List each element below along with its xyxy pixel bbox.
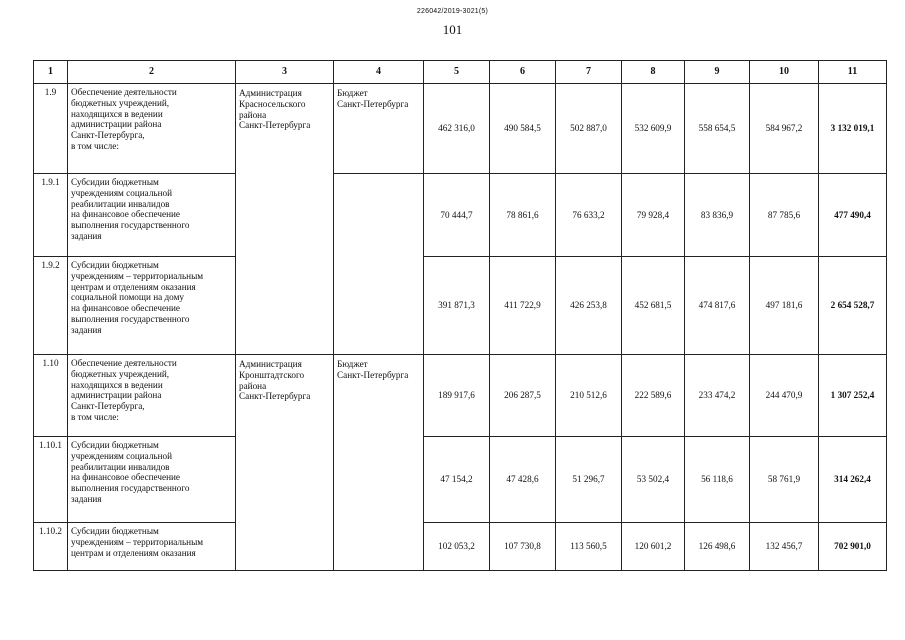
value-cell: 51 296,7: [556, 437, 622, 523]
column-header: 9: [685, 61, 750, 84]
value-cell: 244 470,9: [750, 355, 819, 437]
value-cell: 474 817,6: [685, 257, 750, 355]
value-cell: 189 917,6: [424, 355, 490, 437]
table-row: [34, 437, 887, 523]
funding-source-cell: [334, 174, 424, 355]
value-cell: 233 474,2: [685, 355, 750, 437]
table-row: [34, 174, 887, 257]
value-cell: 452 681,5: [622, 257, 685, 355]
row-name: Обеспечение деятельности бюджетных учреждений, находящихся в ведении администрации района Санкт-Петербурга, в том числе:: [68, 84, 236, 174]
value-cell: 132 456,7: [750, 523, 819, 571]
row-code: 1.10: [34, 355, 68, 437]
value-cell: 426 253,8: [556, 257, 622, 355]
column-header: 10: [750, 61, 819, 84]
value-cell: 83 836,9: [685, 174, 750, 257]
value-cell: 53 502,4: [622, 437, 685, 523]
row-name: Субсидии бюджетным учреждениям социальной реабилитации инвалидов на финансовое обеспечение выполнения государственного задания: [68, 174, 236, 257]
value-cell: 462 316,0: [424, 84, 490, 174]
value-cell: 126 498,6: [685, 523, 750, 571]
value-cell: 47 428,6: [490, 437, 556, 523]
funding-source-cell: Бюджет Санкт-Петербурга: [334, 355, 424, 571]
column-header: 8: [622, 61, 685, 84]
value-cell: 558 654,5: [685, 84, 750, 174]
value-cell: 47 154,2: [424, 437, 490, 523]
funding-source-cell: Бюджет Санкт-Петербурга: [334, 84, 424, 174]
page-number: 101: [442, 22, 463, 37]
total-cell: 314 262,4: [819, 437, 887, 523]
value-cell: 502 887,0: [556, 84, 622, 174]
document-id: 226042/2019-3021(5): [416, 8, 489, 15]
value-cell: 210 512,6: [556, 355, 622, 437]
value-cell: 58 761,9: [750, 437, 819, 523]
row-code: 1.9.1: [34, 174, 68, 257]
value-cell: 120 601,2: [622, 523, 685, 571]
table-row: [34, 84, 887, 174]
row-code: 1.10.2: [34, 523, 68, 571]
total-cell: 3 132 019,1: [819, 84, 887, 174]
value-cell: 56 118,6: [685, 437, 750, 523]
value-cell: 87 785,6: [750, 174, 819, 257]
row-name: Обеспечение деятельности бюджетных учреждений, находящихся в ведении администрации района Санкт-Петербурга, в том числе:: [68, 355, 236, 437]
value-cell: 113 560,5: [556, 523, 622, 571]
executor-cell: Администрация Красносельского района Санкт-Петербурга: [236, 84, 334, 355]
row-name: Субсидии бюджетным учреждениям – территориальным центрам и отделениям оказания социальной помощи на дому на финансовое обеспечение выполнения государственного задания: [68, 257, 236, 355]
value-cell: 102 053,2: [424, 523, 490, 571]
table-row: [34, 523, 887, 571]
value-cell: 79 928,4: [622, 174, 685, 257]
table-row: [34, 355, 887, 437]
value-cell: 532 609,9: [622, 84, 685, 174]
column-header: 5: [424, 61, 490, 84]
column-header: 2: [68, 61, 236, 84]
value-cell: 490 584,5: [490, 84, 556, 174]
row-code: 1.9.2: [34, 257, 68, 355]
executor-cell: Администрация Кронштадтского района Санкт-Петербурга: [236, 355, 334, 571]
table-row: [34, 257, 887, 355]
total-cell: 702 901,0: [819, 523, 887, 571]
value-cell: 411 722,9: [490, 257, 556, 355]
row-name: Субсидии бюджетным учреждениям – территориальным центрам и отделениям оказания: [68, 523, 236, 571]
value-cell: 222 589,6: [622, 355, 685, 437]
row-code: 1.9: [34, 84, 68, 174]
value-cell: 497 181,6: [750, 257, 819, 355]
column-header: 11: [819, 61, 887, 84]
value-cell: 76 633,2: [556, 174, 622, 257]
total-cell: 1 307 252,4: [819, 355, 887, 437]
total-cell: 477 490,4: [819, 174, 887, 257]
row-name: Субсидии бюджетным учреждениям социальной реабилитации инвалидов на финансовое обеспечение выполнения государственного задания: [68, 437, 236, 523]
budget-table: [33, 60, 887, 571]
value-cell: 584 967,2: [750, 84, 819, 174]
total-cell: 2 654 528,7: [819, 257, 887, 355]
value-cell: 70 444,7: [424, 174, 490, 257]
column-header: 7: [556, 61, 622, 84]
value-cell: 391 871,3: [424, 257, 490, 355]
column-header: 6: [490, 61, 556, 84]
value-cell: 78 861,6: [490, 174, 556, 257]
column-header: 3: [236, 61, 334, 84]
value-cell: 206 287,5: [490, 355, 556, 437]
value-cell: 107 730,8: [490, 523, 556, 571]
header-row: [34, 61, 887, 84]
column-header: 4: [334, 61, 424, 84]
column-header: 1: [34, 61, 68, 84]
row-code: 1.10.1: [34, 437, 68, 523]
